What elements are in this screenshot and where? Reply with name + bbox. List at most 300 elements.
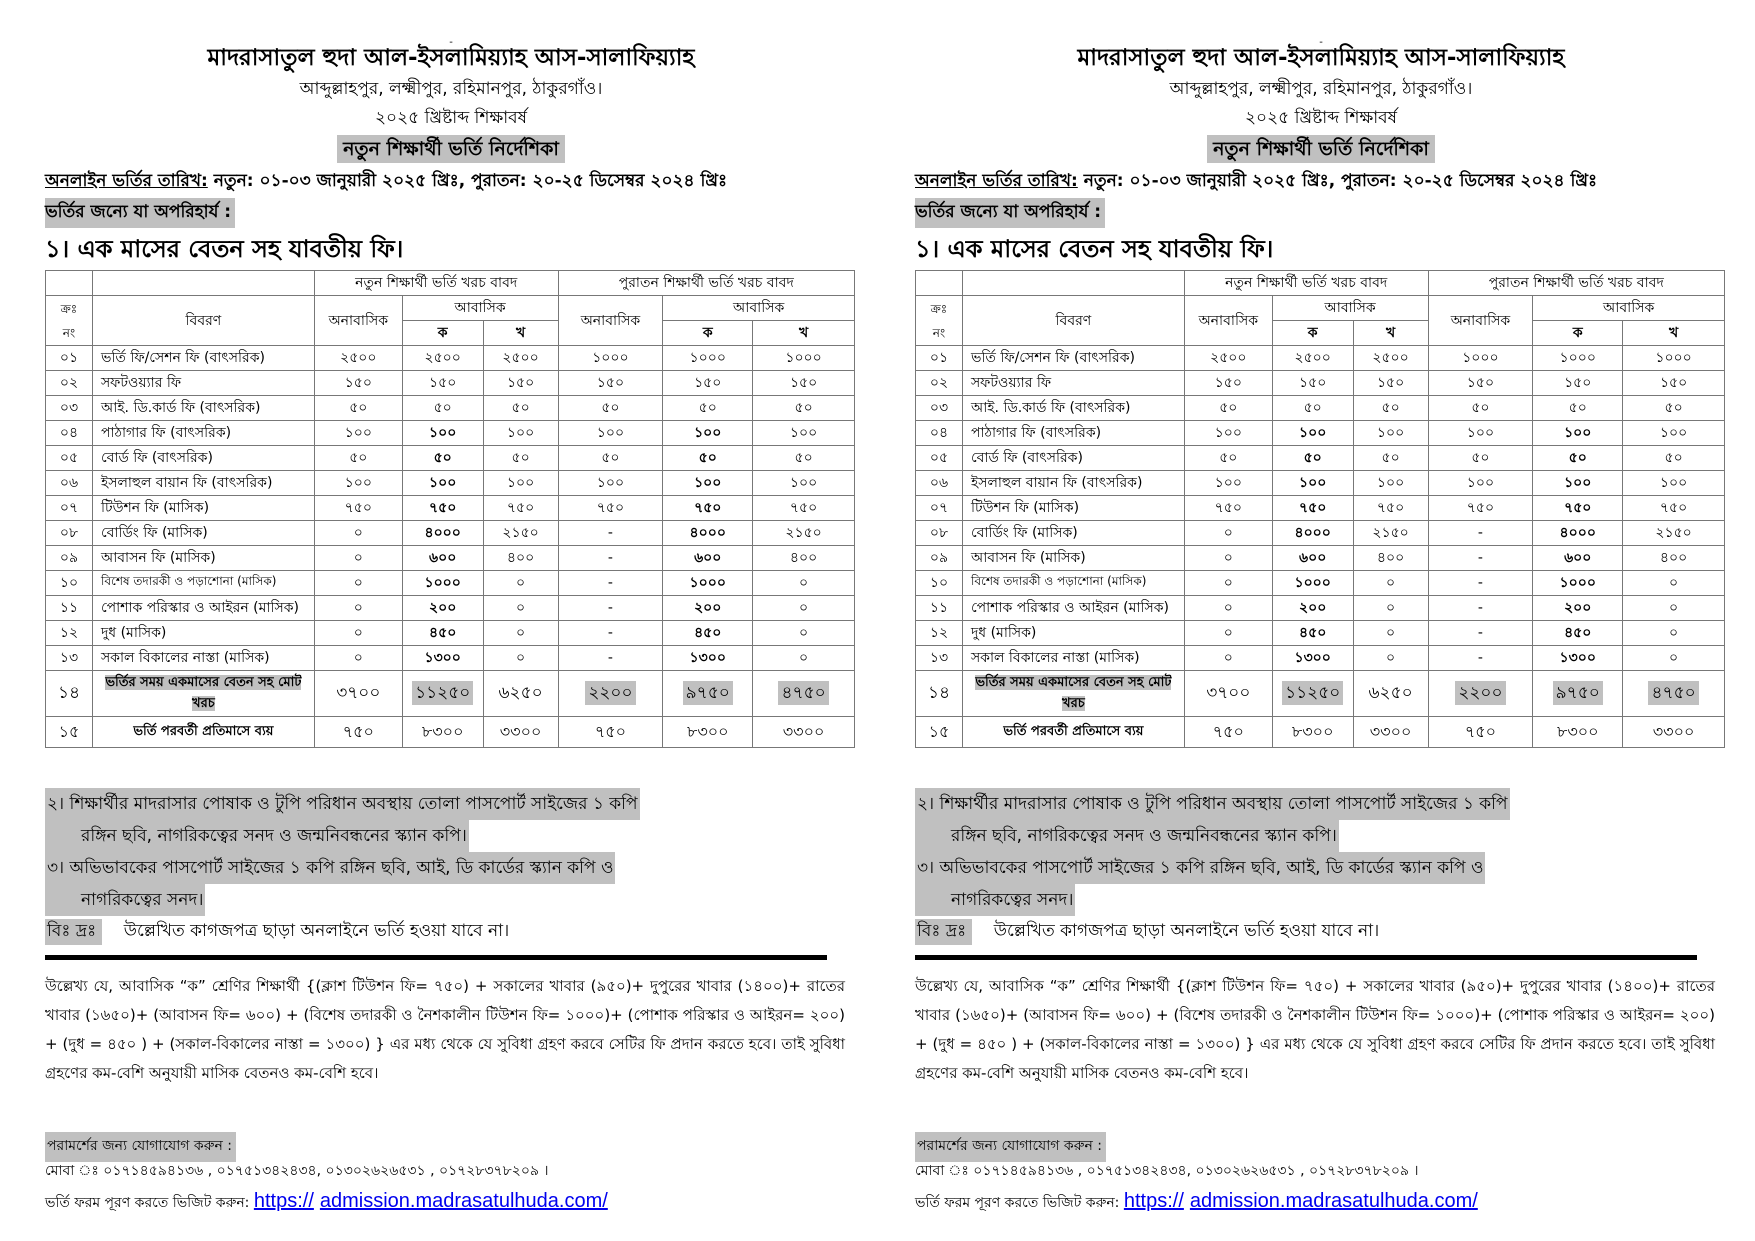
- fee-value-cell: ৫০: [1272, 396, 1353, 421]
- table-row: [46, 571, 855, 596]
- serial-cell: ০১: [46, 346, 93, 371]
- note-text: উল্লেখিত কাগজপত্র ছাড়া অনলাইনে ভর্তি হওয়া যাবে না।: [123, 921, 510, 941]
- fee-value-cell: ১৫০: [402, 371, 483, 396]
- table-row: [46, 717, 855, 748]
- fee-value-cell: -: [1428, 571, 1533, 596]
- table-row: [46, 421, 855, 446]
- fee-value-cell: ৭৫০: [483, 496, 558, 521]
- fee-value-cell: ২১৫০: [1623, 521, 1725, 546]
- table-row: [46, 621, 855, 646]
- fee-value-cell: ০: [1623, 646, 1725, 671]
- fee-value-cell: -: [558, 646, 663, 671]
- admission-link-host: admission.madrasatulhuda.com/: [319, 1190, 608, 1212]
- admission-dates-label: অনলাইন ভর্তির তারিখ:: [45, 171, 208, 191]
- fee-value-cell: ১০০: [663, 471, 753, 496]
- header-residential-new: আবাসিক: [1272, 296, 1428, 321]
- admission-link-scheme: https://: [253, 1190, 314, 1212]
- note: [915, 916, 1379, 946]
- header-ka-new: ক: [1272, 321, 1353, 346]
- table-row: [916, 371, 1725, 396]
- header-description: বিবরণ: [92, 296, 314, 346]
- serial-cell: ০৭: [916, 496, 963, 521]
- fee-value-cell: ৭৫০: [314, 717, 402, 748]
- fee-value-cell: ০: [1353, 621, 1428, 646]
- guide-title: নতুন শিক্ষার্থী ভর্তি নির্দেশিকা: [1207, 135, 1435, 163]
- description-cell: আই. ডি.কার্ড ফি (বাৎসরিক): [962, 396, 1184, 421]
- table-header-row: [916, 271, 1725, 296]
- fee-value-cell: ৭৫০: [1184, 717, 1272, 748]
- fee-value-cell: ১৩০০: [663, 646, 753, 671]
- note: [45, 916, 509, 946]
- description-cell: ভর্তি ফি/সেশন ফি (বাৎসরিক): [962, 346, 1184, 371]
- fee-value-cell: ০: [753, 596, 855, 621]
- fee-value-cell: ১০০: [1184, 421, 1272, 446]
- header-nonresidential-new: অনাবাসিক: [314, 296, 402, 346]
- fee-value-cell: ৫০: [1533, 446, 1623, 471]
- fee-value-cell: ১০০: [483, 421, 558, 446]
- requirement-2-line2: রঙ্গিন ছবি, নাগরিকত্বের সনদ ও জন্মনিবন্ধনের স্ক্যান কপি।: [915, 820, 1339, 852]
- highlighted-total: ১১২৫০: [1282, 681, 1343, 705]
- serial-cell: ০৫: [916, 446, 963, 471]
- header-description: বিবরণ: [962, 296, 1184, 346]
- academic-year: ২০২৫ খ্রিষ্টাব্দ শিক্ষাবর্ষ: [374, 108, 528, 128]
- fee-value-cell: ১০০০: [753, 346, 855, 371]
- header-nonresidential-old: অনাবাসিক: [558, 296, 663, 346]
- serial-cell: ০৪: [916, 421, 963, 446]
- fee-value-cell: ২০০: [402, 596, 483, 621]
- admission-dates: [915, 170, 1597, 192]
- fee-value-cell: ৫০: [314, 446, 402, 471]
- fee-value-cell: ৫০: [753, 396, 855, 421]
- guide-title-wrap: [45, 135, 857, 163]
- fee-value-cell: ৫০: [1428, 446, 1533, 471]
- table-row: [46, 596, 855, 621]
- description-cell: আবাসন ফি (মাসিক): [962, 546, 1184, 571]
- table-row: [46, 371, 855, 396]
- table-row: [916, 421, 1725, 446]
- divider: [45, 955, 827, 960]
- description-cell: বোর্ডিং ফি (মাসিক): [92, 521, 314, 546]
- highlighted-total: ২২০০: [1455, 681, 1505, 705]
- fee-value-cell: ৮৩০০: [402, 717, 483, 748]
- table-row: [916, 396, 1725, 421]
- fee-value-cell: ৪০০০: [1533, 521, 1623, 546]
- serial-cell: ০২: [916, 371, 963, 396]
- top-mark: -: [1319, 37, 1323, 48]
- serial-cell: ০৩: [916, 396, 963, 421]
- fee-value-cell: ৫০: [1272, 446, 1353, 471]
- fee-value-cell: ১০০: [663, 421, 753, 446]
- fee-value-cell: ০: [753, 646, 855, 671]
- fee-value-cell: ০: [314, 646, 402, 671]
- table-row: [916, 496, 1725, 521]
- fee-value-cell: ১০০: [1353, 471, 1428, 496]
- description-cell: টিউশন ফি (মাসিক): [962, 496, 1184, 521]
- serial-cell: ০৬: [916, 471, 963, 496]
- header-empty: [92, 271, 314, 296]
- fee-value-cell: ৬০০: [402, 546, 483, 571]
- fee-value-cell: ০: [483, 596, 558, 621]
- description-cell: পোশাক পরিস্কার ও আইরন (মাসিক): [92, 596, 314, 621]
- table-row: [46, 346, 855, 371]
- description-cell: [92, 671, 314, 717]
- guide-title-wrap: [915, 135, 1727, 163]
- academic-year: ২০২৫ খ্রিষ্টাব্দ শিক্ষাবর্ষ: [1244, 108, 1398, 128]
- fee-value-cell: ৫০: [1623, 396, 1725, 421]
- fee-value-cell: ০: [314, 571, 402, 596]
- fee-value-cell: [558, 671, 663, 717]
- header-kha-old: খ: [753, 321, 855, 346]
- highlighted-total: ৯৭৫০: [683, 681, 733, 705]
- fee-value-cell: ৫০: [1353, 446, 1428, 471]
- table-row: [916, 521, 1725, 546]
- fee-value-cell: ০: [753, 621, 855, 646]
- header-nonresidential-old: অনাবাসিক: [1428, 296, 1533, 346]
- fee-value-cell: ৬০০: [663, 546, 753, 571]
- serial-cell: ০২: [46, 371, 93, 396]
- fee-value-cell: ১০০০: [1533, 346, 1623, 371]
- fee-value-cell: -: [1428, 621, 1533, 646]
- requirements-heading: ভর্তির জন্যে যা অপরিহার্য :: [45, 198, 235, 228]
- fee-value-cell: ১০০০: [1623, 346, 1725, 371]
- fee-value-cell: ৪০০: [1353, 546, 1428, 571]
- header-old-students: পুরাতন শিক্ষার্থী ভর্তি খরচ বাবদ: [558, 271, 854, 296]
- fee-value-cell: ১০০: [753, 471, 855, 496]
- fee-value-cell: ৪৫০: [402, 621, 483, 646]
- fee-value-cell: ৭৫০: [1184, 496, 1272, 521]
- fee-value-cell: ১০০০: [663, 346, 753, 371]
- fee-value-cell: ১০০০: [1272, 571, 1353, 596]
- fee-value-cell: ১০০: [558, 421, 663, 446]
- fee-value-cell: ১০০: [1184, 471, 1272, 496]
- serial-cell: ১২: [46, 621, 93, 646]
- fee-value-cell: ০: [1184, 571, 1272, 596]
- serial-cell: ০১: [916, 346, 963, 371]
- header-serial: ক্রঃ নং: [916, 296, 963, 346]
- fee-value-cell: -: [558, 521, 663, 546]
- serial-cell: ০৭: [46, 496, 93, 521]
- table-row: [46, 396, 855, 421]
- fee-value-cell: ৫০: [1184, 446, 1272, 471]
- fee-value-cell: [1533, 671, 1623, 717]
- fee-value-cell: ২১৫০: [753, 521, 855, 546]
- description-cell: ভর্তি ফি/সেশন ফি (বাৎসরিক): [92, 346, 314, 371]
- serial-cell: ০৯: [46, 546, 93, 571]
- fee-value-cell: -: [1428, 596, 1533, 621]
- fee-table: [45, 270, 855, 748]
- fee-value-cell: ২০০: [1533, 596, 1623, 621]
- fee-value-cell: ৫০: [1353, 396, 1428, 421]
- fee-value-cell: ২০০: [663, 596, 753, 621]
- fee-value-cell: ৪০০: [753, 546, 855, 571]
- fee-value-cell: ৪৫০: [1533, 621, 1623, 646]
- fee-value-cell: ০: [314, 546, 402, 571]
- fee-value-cell: ১০০০: [663, 571, 753, 596]
- fee-value-cell: ১৫০: [314, 371, 402, 396]
- fee-value-cell: ৫০: [663, 446, 753, 471]
- serial-cell: ০৮: [916, 521, 963, 546]
- table-row: [916, 571, 1725, 596]
- fee-value-cell: ১০০০: [1428, 346, 1533, 371]
- contact-heading: পরামর্শের জন্য যোগাযোগ করুন :: [915, 1132, 1106, 1162]
- fee-value-cell: ১০০০: [558, 346, 663, 371]
- table-row: [916, 346, 1725, 371]
- fee-value-cell: ০: [1623, 621, 1725, 646]
- fee-table: [915, 270, 1725, 748]
- fee-value-cell: ০: [1353, 646, 1428, 671]
- fee-value-cell: ১০০০: [402, 571, 483, 596]
- requirement-2-line2: রঙ্গিন ছবি, নাগরিকত্বের সনদ ও জন্মনিবন্ধনের স্ক্যান কপি।: [45, 820, 469, 852]
- fee-value-cell: ৬০০: [1272, 546, 1353, 571]
- fee-value-cell: -: [558, 621, 663, 646]
- serial-cell: ১৪: [916, 671, 963, 717]
- serial-cell: ১১: [46, 596, 93, 621]
- fee-value-cell: ৭৫০: [1623, 496, 1725, 521]
- fee-value-cell: -: [558, 571, 663, 596]
- fee-value-cell: ১৩০০: [1533, 646, 1623, 671]
- table-row: [46, 496, 855, 521]
- description-cell: বোর্ড ফি (বাৎসরিক): [92, 446, 314, 471]
- description-cell: ভর্তি পরবর্তী প্রতিমাসে ব্যয়: [962, 717, 1184, 748]
- admission-link[interactable]: [254, 1190, 608, 1212]
- fee-value-cell: ২৫০০: [483, 346, 558, 371]
- institution-address: আব্দুল্লাহপুর, লক্ষ্মীপুর, রহিমানপুর, ঠাকুরগাঁও।: [299, 79, 603, 99]
- fee-value-cell: ২১৫০: [483, 521, 558, 546]
- fee-value-cell: ৩৭০০: [1184, 671, 1272, 717]
- fee-value-cell: -: [558, 546, 663, 571]
- admission-dates-value: নতুন: ০১-০৩ জানুয়ারী ২০২৫ খ্রিঃ, পুরাতন: ২০-২৫ ডিসেম্বর ২০২৪ খ্রিঃ: [1083, 171, 1598, 191]
- fee-value-cell: ৩৩০০: [753, 717, 855, 748]
- requirement-2-line1: ২। শিক্ষার্থীর মাদরাসার পোষাক ও টুপি পরিধান অবস্থায় তোলা পাসপোর্ট সাইজের ১ কপি: [915, 788, 1510, 820]
- header-kha-old: খ: [1623, 321, 1725, 346]
- header-serial: ক্রঃ নং: [46, 296, 93, 346]
- fee-value-cell: ৫০: [1533, 396, 1623, 421]
- fee-value-cell: ০: [1184, 546, 1272, 571]
- admission-dates-label: অনলাইন ভর্তির তারিখ:: [915, 171, 1078, 191]
- section1-title: ১। এক মাসের বেতন সহ যাবতীয় ফি।: [915, 235, 1274, 263]
- fee-value-cell: ৫০: [483, 396, 558, 421]
- guide-title: নতুন শিক্ষার্থী ভর্তি নির্দেশিকা: [337, 135, 565, 163]
- fee-value-cell: ০: [314, 621, 402, 646]
- description-cell: বোর্ড ফি (বাৎসরিক): [962, 446, 1184, 471]
- fee-value-cell: -: [1428, 646, 1533, 671]
- fee-value-cell: ০: [1623, 596, 1725, 621]
- requirements-heading: ভর্তির জন্যে যা অপরিহার্য :: [915, 198, 1105, 228]
- header-ka-new: ক: [402, 321, 483, 346]
- description-cell: বোর্ডিং ফি (মাসিক): [962, 521, 1184, 546]
- fee-value-cell: ২০০: [1272, 596, 1353, 621]
- fee-value-cell: ২১৫০: [1353, 521, 1428, 546]
- serial-cell: ১৫: [46, 717, 93, 748]
- institution-title: মাদরাসাতুল হুদা আল-ইসলামিয়্যাহ আস-সালাফিয়্যাহ: [207, 45, 695, 71]
- description-cell: সফটওয়্যার ফি: [962, 371, 1184, 396]
- description-cell: ইসলাহুল বায়ান ফি (বাৎসরিক): [962, 471, 1184, 496]
- fee-value-cell: ৪০০: [1623, 546, 1725, 571]
- admission-link-scheme: https://: [1123, 1190, 1184, 1212]
- fee-value-cell: ১০০: [314, 421, 402, 446]
- header-old-students: পুরাতন শিক্ষার্থী ভর্তি খরচ বাবদ: [1428, 271, 1724, 296]
- fee-value-cell: -: [558, 596, 663, 621]
- fee-value-cell: ০: [753, 571, 855, 596]
- description-cell: আবাসন ফি (মাসিক): [92, 546, 314, 571]
- fee-value-cell: ৮৩০০: [663, 717, 753, 748]
- table-row: [46, 646, 855, 671]
- header-empty: [46, 271, 93, 296]
- fee-value-cell: ২৫০০: [1184, 346, 1272, 371]
- fee-value-cell: ৩৩০০: [1353, 717, 1428, 748]
- table-row: [916, 471, 1725, 496]
- table-row: [46, 446, 855, 471]
- fee-value-cell: ১০০০: [1533, 571, 1623, 596]
- fee-value-cell: ১০০: [1623, 471, 1725, 496]
- fee-value-cell: ৫০: [1428, 396, 1533, 421]
- fee-value-cell: ৮৩০০: [1533, 717, 1623, 748]
- fee-value-cell: ০: [1184, 646, 1272, 671]
- requirement-list: [45, 788, 640, 916]
- fee-value-cell: ১৫০: [1533, 371, 1623, 396]
- description-text: ভর্তির সময় একমাসের বেতন সহ মোট খরচ: [975, 674, 1172, 711]
- description-cell: দুধ (মাসিক): [962, 621, 1184, 646]
- description-cell: [962, 671, 1184, 717]
- fee-value-cell: ১০০: [1623, 421, 1725, 446]
- serial-cell: ০৮: [46, 521, 93, 546]
- admission-link[interactable]: [1124, 1190, 1478, 1212]
- fee-value-cell: ১০০: [1428, 471, 1533, 496]
- table-row: [916, 546, 1725, 571]
- fee-value-cell: ৭৫০: [1533, 496, 1623, 521]
- serial-cell: ১০: [916, 571, 963, 596]
- table-row: [916, 717, 1725, 748]
- serial-cell: ১৫: [916, 717, 963, 748]
- visit-label: ভর্তি ফরম পূরণ করতে ভিজিট করুন:: [45, 1195, 250, 1211]
- header-empty: [916, 271, 963, 296]
- table-header-row: [46, 296, 855, 321]
- fee-value-cell: ৩৩০০: [1623, 717, 1725, 748]
- description-cell: ইসলাহুল বায়ান ফি (বাৎসরিক): [92, 471, 314, 496]
- fee-value-cell: [1272, 671, 1353, 717]
- header-ka-old: ক: [1533, 321, 1623, 346]
- fee-value-cell: ০: [314, 521, 402, 546]
- explanation-paragraph: উল্লেখ্য যে, আবাসিক “ক” শ্রেণির শিক্ষার্থী {(ক্লাশ টিউশন ফি= ৭৫০) + সকালের খাবার (৯৫০)+ দুপুরের খাবার (১৪০০)+ রাতের খাবার (১৬৫০)+ (আবাসন ফি= ৬০০) + (বিশেষ তদারকী ও নৈশকালীন টিউশন ফি= ১০০০)+ (পোশাক পরিস্কার ও আইরন= ২০০) + (দুধ = ৪৫০ ) + (সকাল-বিকালের নাস্তা = ১৩০০) } এর মধ্য থেকে যে সুবিধা গ্রহণ করবে সেটির ফি প্রদান করতে হবে। তাই সুবিধা গ্রহণের কম-বেশি অনুযায়ী মাসিক বেতনও কম-বেশি হবে।: [915, 977, 1715, 1082]
- fee-value-cell: ৫০: [1184, 396, 1272, 421]
- table-row: [916, 446, 1725, 471]
- description-cell: পোশাক পরিস্কার ও আইরন (মাসিক): [962, 596, 1184, 621]
- fee-value-cell: ৬০০: [1533, 546, 1623, 571]
- fee-value-cell: ৪০০০: [402, 521, 483, 546]
- description-text: ভর্তির সময় একমাসের বেতন সহ মোট খরচ: [105, 674, 302, 711]
- fee-value-cell: ৭৫০: [402, 496, 483, 521]
- explanation-paragraph: উল্লেখ্য যে, আবাসিক “ক” শ্রেণির শিক্ষার্থী {(ক্লাশ টিউশন ফি= ৭৫০) + সকালের খাবার (৯৫০)+ দুপুরের খাবার (১৪০০)+ রাতের খাবার (১৬৫০)+ (আবাসন ফি= ৬০০) + (বিশেষ তদারকী ও নৈশকালীন টিউশন ফি= ১০০০)+ (পোশাক পরিস্কার ও আইরন= ২০০) + (দুধ = ৪৫০ ) + (সকাল-বিকালের নাস্তা = ১৩০০) } এর মধ্য থেকে যে সুবিধা গ্রহণ করবে সেটির ফি প্রদান করতে হবে। তাই সুবিধা গ্রহণের কম-বেশি অনুযায়ী মাসিক বেতনও কম-বেশি হবে।: [45, 977, 845, 1082]
- fee-value-cell: ০: [1623, 571, 1725, 596]
- fee-value-cell: ৮৩০০: [1272, 717, 1353, 748]
- fee-value-cell: ৫০: [663, 396, 753, 421]
- table-row: [46, 671, 855, 717]
- fee-value-cell: ৩৩০০: [483, 717, 558, 748]
- header-empty: [962, 271, 1184, 296]
- fee-value-cell: ১০০: [402, 471, 483, 496]
- flyer-left: [45, 0, 857, 1241]
- header-residential-old: আবাসিক: [1533, 296, 1725, 321]
- fee-value-cell: ১৫০: [753, 371, 855, 396]
- top-mark: -: [449, 37, 453, 48]
- fee-value-cell: ১৫০: [1623, 371, 1725, 396]
- fee-value-cell: ৭৫০: [753, 496, 855, 521]
- fee-value-cell: ১০০: [1533, 421, 1623, 446]
- fee-value-cell: ৫০: [402, 446, 483, 471]
- fee-value-cell: ৬২৫০: [1353, 671, 1428, 717]
- fee-value-cell: ১০০: [402, 421, 483, 446]
- table-row: [916, 621, 1725, 646]
- admission-link-host: admission.madrasatulhuda.com/: [1189, 1190, 1478, 1212]
- header-ka-old: ক: [663, 321, 753, 346]
- fee-value-cell: ১০০: [1428, 421, 1533, 446]
- serial-cell: ১০: [46, 571, 93, 596]
- serial-cell: ০৩: [46, 396, 93, 421]
- visit-line: [45, 1188, 608, 1216]
- header-new-students: নতুন শিক্ষার্থী ভর্তি খরচ বাবদ: [314, 271, 558, 296]
- fee-value-cell: [753, 671, 855, 717]
- fee-value-cell: ৫০: [483, 446, 558, 471]
- note-text: উল্লেখিত কাগজপত্র ছাড়া অনলাইনে ভর্তি হওয়া যাবে না।: [993, 921, 1380, 941]
- fee-value-cell: ১৫০: [558, 371, 663, 396]
- fee-value-cell: ০: [483, 571, 558, 596]
- institution-title: মাদরাসাতুল হুদা আল-ইসলামিয়্যাহ আস-সালাফিয়্যাহ: [1077, 45, 1565, 71]
- fee-value-cell: ৫০: [402, 396, 483, 421]
- admission-dates: [45, 170, 727, 192]
- description-cell: সকাল বিকালের নাস্তা (মাসিক): [92, 646, 314, 671]
- fee-value-cell: -: [1428, 546, 1533, 571]
- fee-value-cell: ০: [1353, 596, 1428, 621]
- serial-cell: ০৫: [46, 446, 93, 471]
- serial-cell: ১৪: [46, 671, 93, 717]
- fee-value-cell: ৫০: [558, 446, 663, 471]
- fee-value-cell: ১০০: [558, 471, 663, 496]
- fee-value-cell: [1623, 671, 1725, 717]
- serial-cell: ০৪: [46, 421, 93, 446]
- fee-value-cell: ০: [1184, 521, 1272, 546]
- fee-value-cell: ২৫০০: [402, 346, 483, 371]
- table-row: [46, 546, 855, 571]
- highlighted-total: ৯৭৫০: [1553, 681, 1603, 705]
- fee-value-cell: [402, 671, 483, 717]
- fee-value-cell: ৪৫০: [663, 621, 753, 646]
- fee-value-cell: ৫০: [314, 396, 402, 421]
- table-header-row: [46, 271, 855, 296]
- fee-value-cell: ৭৫০: [1428, 496, 1533, 521]
- fee-value-cell: ৭৫০: [663, 496, 753, 521]
- description-cell: পাঠাগার ফি (বাৎসরিক): [92, 421, 314, 446]
- fee-value-cell: ০: [483, 621, 558, 646]
- highlighted-total: ২২০০: [585, 681, 635, 705]
- contact-heading: পরামর্শের জন্য যোগাযোগ করুন :: [45, 1132, 236, 1162]
- fee-value-cell: ০: [1184, 596, 1272, 621]
- fee-value-cell: ২৫০০: [314, 346, 402, 371]
- description-cell: টিউশন ফি (মাসিক): [92, 496, 314, 521]
- contact-phones: মোবা ঃ ০১৭১৪৫৯৪১৩৬ , ০১৭৫১৩৪২৪৩৪, ০১৩০২৬২৬৫৩১ , ০১৭২৮৩৭৮২০৯ ।: [45, 1163, 549, 1179]
- serial-cell: ০৯: [916, 546, 963, 571]
- description-cell: দুধ (মাসিক): [92, 621, 314, 646]
- fee-value-cell: ১৫০: [1428, 371, 1533, 396]
- fee-table-body: [916, 346, 1725, 748]
- requirement-3-line2: নাগরিকত্বের সনদ।: [45, 884, 205, 916]
- header-kha-new: খ: [1353, 321, 1428, 346]
- contact-phones: মোবা ঃ ০১৭১৪৫৯৪১৩৬ , ০১৭৫১৩৪২৪৩৪, ০১৩০২৬২৬৫৩১ , ০১৭২৮৩৭৮২০৯ ।: [915, 1163, 1419, 1179]
- section1-title: ১। এক মাসের বেতন সহ যাবতীয় ফি।: [45, 235, 404, 263]
- header-nonresidential-new: অনাবাসিক: [1184, 296, 1272, 346]
- fee-value-cell: ১০০: [753, 421, 855, 446]
- fee-value-cell: ২৫০০: [1272, 346, 1353, 371]
- table-row: [916, 671, 1725, 717]
